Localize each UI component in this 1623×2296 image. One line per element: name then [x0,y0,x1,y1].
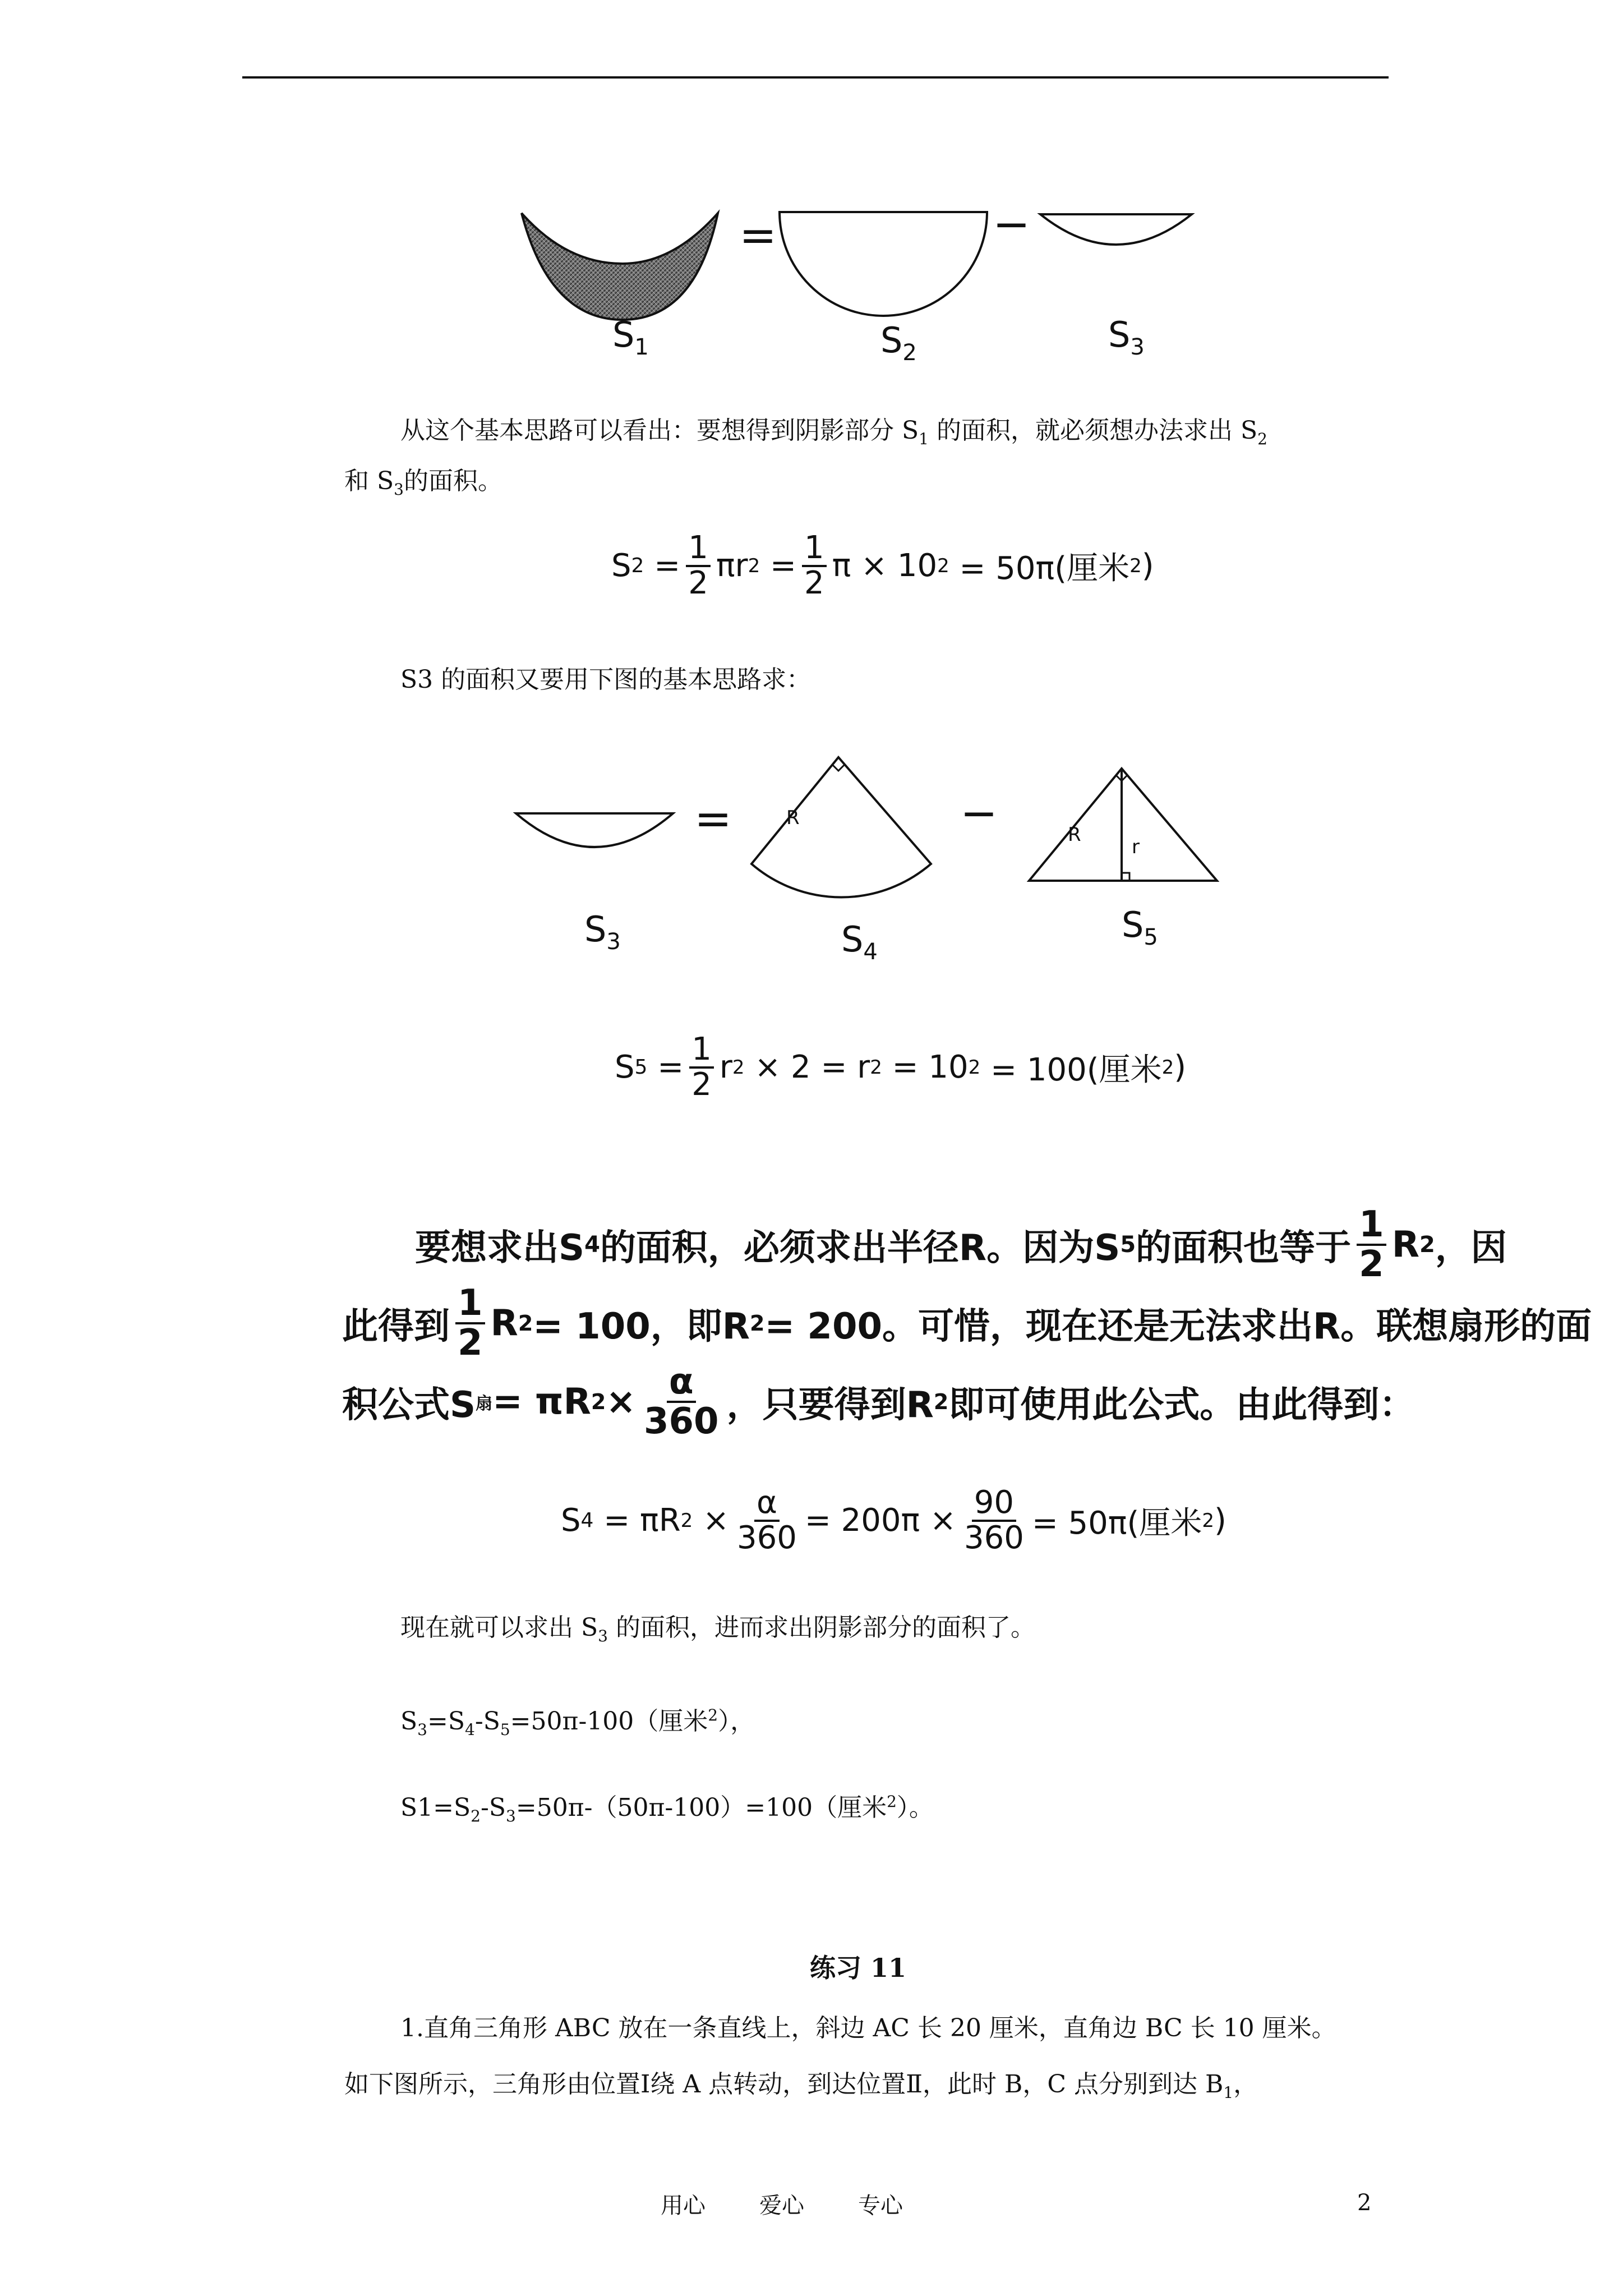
exercise-line-1: 1.直角三角形 ABC 放在一条直线上，斜边 AC 长 20 厘米，直角边 BC 长 10 厘米。 [400,2014,1336,2042]
footer-item-2: 爱心 [759,2193,804,2219]
calculation-s3: $S_3=S_4-S_5=50\pi-100$（厘米$^2$）， [400,1706,755,1739]
footer-item-3: 专心 [858,2193,903,2219]
paragraph-3: 现在就可以求出 $S_3$ 的面积，进而求出阴影部分的面积了。 [400,1613,1035,1645]
exercise-line-2: 如下图所示，三角形由位置Ⅰ绕 A 点转动，到达位置Ⅱ，此时 B，C 点分别到达 $B_1$， [344,2070,1258,2102]
sector-s4-shape [751,757,931,897]
sector-right-angle-mark [832,764,845,771]
equation-s2: S 2 = $\frac{1}{2}$ πr 2 = $\frac{1}{2}$ π × 10 2 = 50π(厘米 2 ) [611,530,1154,601]
sector-label-R: R [786,807,800,829]
triangle-label-r: r [1132,836,1140,858]
label-s5: $S_5$ [1122,904,1158,950]
figure-1-minus: − [993,198,1031,250]
triangle-label-R: R [1068,823,1081,846]
triangle-s5-shape [1029,769,1217,881]
page-number: 2 [1357,2190,1372,2216]
shaded-crescent [522,213,718,320]
figure-1-equals: = [739,209,777,261]
figure-2-equals: = [694,793,732,845]
header-rule [242,76,1389,79]
paragraph-1-line-2: 和 $S_3$的面积。 [344,467,502,499]
label-s3-fig2: $S_3$ [584,909,621,955]
label-s3: $S_3$ [1108,314,1145,360]
bold-block-line-1: 要想求出S 4 的面积，必须求出半径R。因为S 5 的面积也等于 $\frac{1}{2}$ R 2 ，因 [415,1204,1507,1286]
paragraph-1-line-1: 从这个基本思路可以看出：要想得到阴影部分 $S_1$ 的面积，就必须想办法求出 $S_2$ [400,416,1267,448]
bold-block-line-2: 此得到 $\frac{1}{2}$ R 2 = 100，即R 2 = 200。可惜，现在还是无法求出R。联想扇形的面 [342,1282,1592,1364]
footer-item-1: 用心 [661,2193,706,2219]
semicircle-shape [780,212,987,316]
equation-s5: S 5 = $\frac{1}{2}$ r 2 × 2 = r 2 = 10 2 = 100(厘米 2 ) [615,1031,1187,1103]
label-s1: $S_1$ [612,314,649,360]
label-s4: $S_4$ [841,919,878,965]
segment-shape [1040,214,1192,245]
equation-s4: S 4 = πR 2 × $\frac{\alpha}{360}$ = 200π × $\frac{90}{360}$ = 50π(厘米 2 ) [561,1484,1227,1556]
triangle-base-angle-mark [1122,873,1129,881]
label-s2: $S_2$ [880,320,917,366]
exercise-heading: 练习 11 [810,1953,907,1983]
segment-s3-shape [516,813,673,847]
figure-2-minus: − [960,787,998,839]
paragraph-2: S3 的面积又要用下图的基本思路求： [400,665,811,694]
bold-block-line-3: 积公式S 扇 = πR 2 × $\frac{\alpha}{360}$ ，只要得到R 2 即可使用此公式。由此得到： [342,1361,1415,1443]
calculation-s1: $S1=S_2-S_3=50\pi-(50\pi-100)=100$（厘米$^2$）。 [400,1792,934,1825]
